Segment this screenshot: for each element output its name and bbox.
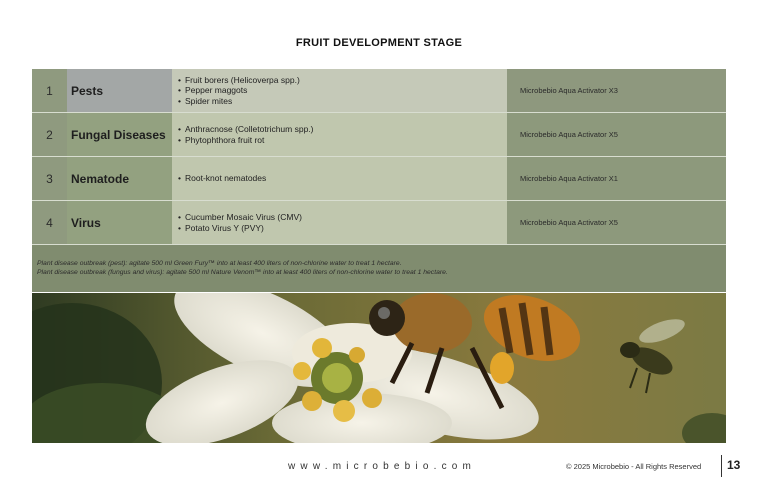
table-row bbox=[32, 69, 726, 113]
row-number: 3 bbox=[32, 157, 67, 200]
issue-list bbox=[172, 69, 507, 112]
table-row bbox=[32, 157, 726, 201]
table-row bbox=[32, 113, 726, 157]
issue-list bbox=[172, 113, 507, 156]
category-name: Pests bbox=[67, 69, 172, 112]
website-url[interactable]: www.microbebio.com bbox=[288, 461, 477, 472]
category-name: Nematode bbox=[67, 157, 172, 200]
list-item: • Pepper maggots bbox=[178, 85, 300, 96]
product-name: Microbebio Aqua Activator X5 bbox=[507, 201, 726, 244]
bee-flower-photo bbox=[32, 293, 726, 443]
issue-list bbox=[172, 157, 507, 200]
product-name: Microbebio Aqua Activator X3 bbox=[507, 69, 726, 112]
table-row bbox=[32, 201, 726, 245]
list-item: • Phytophthora fruit rot bbox=[178, 135, 314, 146]
row-number: 1 bbox=[32, 69, 67, 112]
footer-divider bbox=[721, 455, 722, 477]
list-item: • Fruit borers (Helicoverpa spp.) bbox=[178, 75, 300, 86]
note-fungus-virus: Plant disease outbreak (fungus and virus): agitate 500 ml Nature Venom™ into at least 400 liters of non-chlorine water to treat 1 hectare. bbox=[37, 269, 448, 276]
application-notes bbox=[32, 245, 726, 292]
row-number: 2 bbox=[32, 113, 67, 156]
product-name: Microbebio Aqua Activator X1 bbox=[507, 157, 726, 200]
list-item: • Root-knot nematodes bbox=[178, 173, 266, 184]
row-number: 4 bbox=[32, 201, 67, 244]
list-item: • Potato Virus Y (PVY) bbox=[178, 223, 302, 234]
copyright-text: © 2025 Microbebio - All Rights Reserved bbox=[566, 462, 702, 471]
treatment-table bbox=[32, 69, 726, 245]
note-pest: Plant disease outbreak (pest): agitate 500 ml Green Fury™ into at least 400 liters of non-chlorine water to treat 1 hectare. bbox=[37, 260, 402, 267]
product-name: Microbebio Aqua Activator X5 bbox=[507, 113, 726, 156]
issue-list bbox=[172, 201, 507, 244]
list-item: • Spider mites bbox=[178, 96, 300, 107]
category-name: Fungal Diseases bbox=[67, 113, 172, 156]
page-title: FRUIT DEVELOPMENT STAGE bbox=[295, 37, 463, 49]
list-item: • Anthracnose (Colletotrichum spp.) bbox=[178, 124, 314, 135]
page-number: 13 bbox=[727, 458, 741, 472]
list-item: • Cucumber Mosaic Virus (CMV) bbox=[178, 212, 302, 223]
category-name: Virus bbox=[67, 201, 172, 244]
